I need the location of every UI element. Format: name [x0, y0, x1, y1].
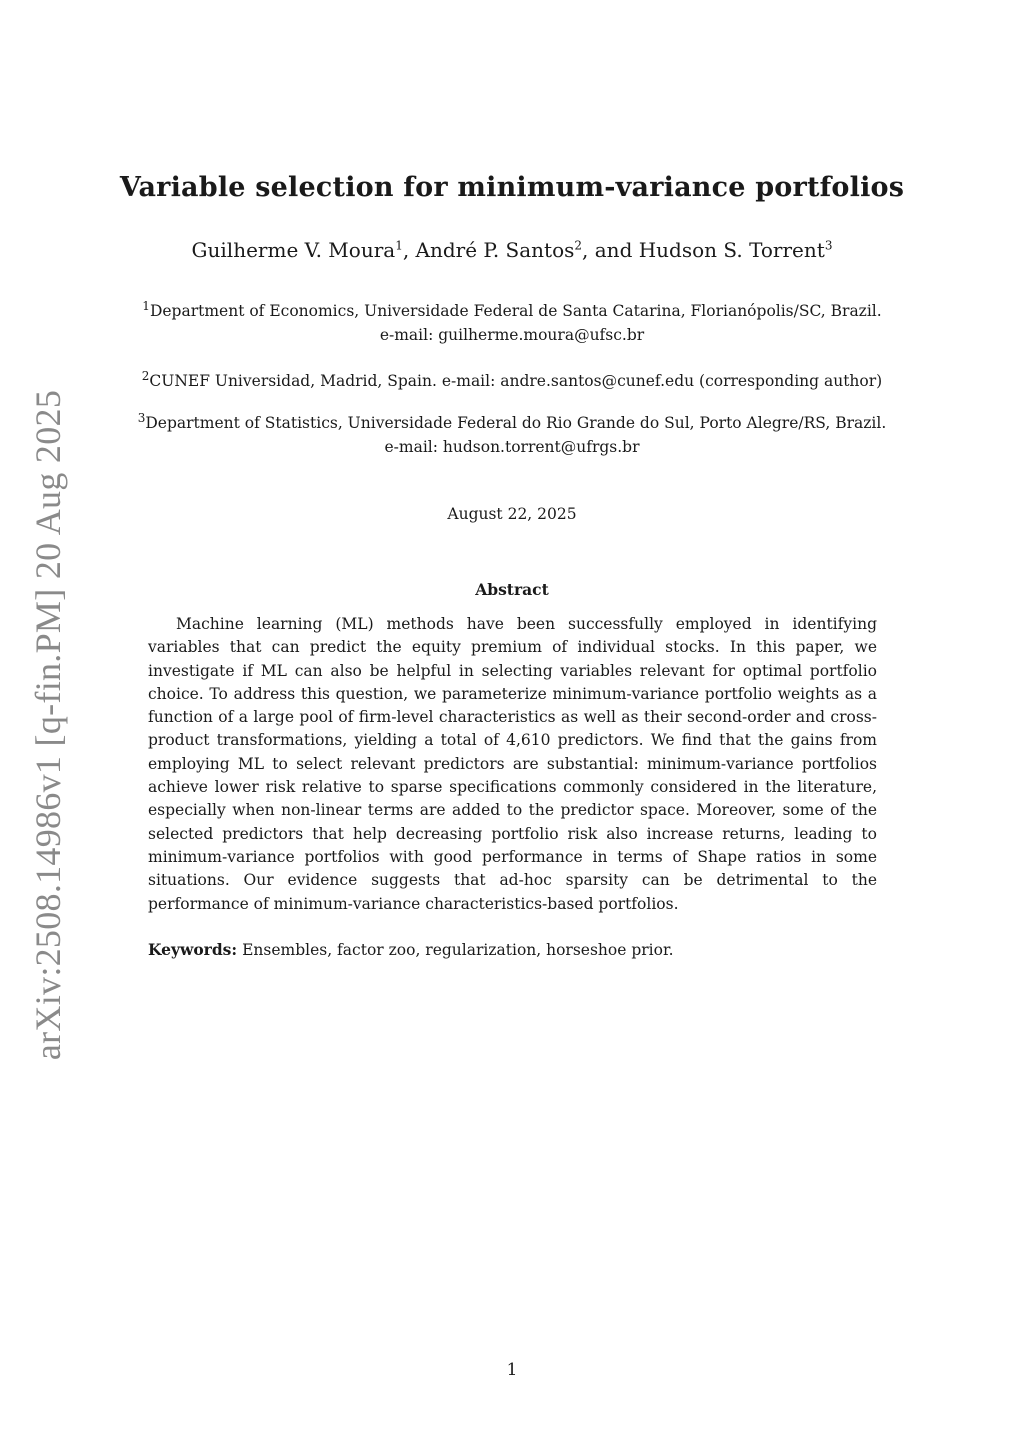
author-name: Hudson S. Torrent — [638, 238, 825, 262]
publication-date: August 22, 2025 — [447, 505, 577, 523]
affiliation-mark: 2 — [141, 368, 150, 383]
affiliation-mark: 1 — [142, 298, 150, 313]
author-list — [0, 238, 1024, 262]
author-separator: , — [402, 238, 416, 262]
keywords-text: Ensembles, factor zoo, regularization, horseshoe prior. — [242, 941, 674, 959]
paper-title: Variable selection for minimum-variance portfolios — [119, 172, 905, 203]
author-affiliation-mark: 3 — [824, 238, 833, 253]
keywords-line — [148, 940, 877, 959]
author-name: André P. Santos — [415, 238, 575, 262]
affiliation-text: Department of Statistics, Universidade Federal do Rio Grande do Sul, Porto Alegre/RS, Brazil. — [145, 414, 887, 432]
affiliation-line — [0, 411, 1024, 435]
keywords-label: Keywords: — [148, 940, 238, 959]
affiliation-line — [0, 369, 1024, 393]
affiliation-line — [0, 299, 1024, 323]
affiliation-2 — [0, 369, 1024, 393]
author-affiliation-mark: 1 — [395, 238, 403, 253]
affiliation-1 — [0, 299, 1024, 347]
affiliation-3 — [0, 411, 1024, 459]
abstract-heading: Abstract — [475, 580, 549, 599]
affiliation-text: Department of Economics, Universidade Federal de Santa Catarina, Florianópolis/SC, Brazil. — [149, 302, 882, 320]
abstract-body: Machine learning (ML) methods have been successfully employed in identifying variables that can predict the equity premium of individual stocks. In this paper, we investigate if ML can also be helpful in selecting variables relevant for optimal portfolio choice. To address this question, we parameterize minimum-variance portfolio weights as a function of a large pool of firm-level characteristics as well as their second-order and cross-product transformations, yielding a total of 4,610 predictors. We find that the gains from employing ML to select relevant predictors are substantial: minimum-variance portfolios achieve lower risk relative to sparse specifications commonly considered in the literature, especially when non-linear terms are added to the predictor space. Moreover, some of the selected predictors that help decreasing portfolio risk also increase returns, leading to minimum-variance portfolios with good performance in terms of Shape ratios in some situations. Our evidence suggests that ad-hoc sparsity can be detrimental to the performance of minimum-variance characteristics-based portfolios. — [148, 615, 877, 913]
author-separator: , and — [582, 238, 639, 262]
affiliation-mark: 3 — [137, 410, 146, 425]
author-name: Guilherme V. Moura — [191, 238, 396, 262]
affiliation-email: e-mail: guilherme.moura@ufsc.br — [379, 326, 645, 344]
page-number: 1 — [506, 1360, 518, 1380]
author-affiliation-mark: 2 — [574, 238, 583, 253]
affiliation-email: e-mail: hudson.torrent@ufrgs.br — [384, 438, 640, 456]
arxiv-identifier-stamp: arXiv:2508.14986v1 [q-fin.PM] 20 Aug 2025 — [28, 389, 68, 1061]
affiliation-text: CUNEF Universidad, Madrid, Spain. e-mail: andre.santos@cunef.edu (corresponding author) — [149, 372, 883, 390]
